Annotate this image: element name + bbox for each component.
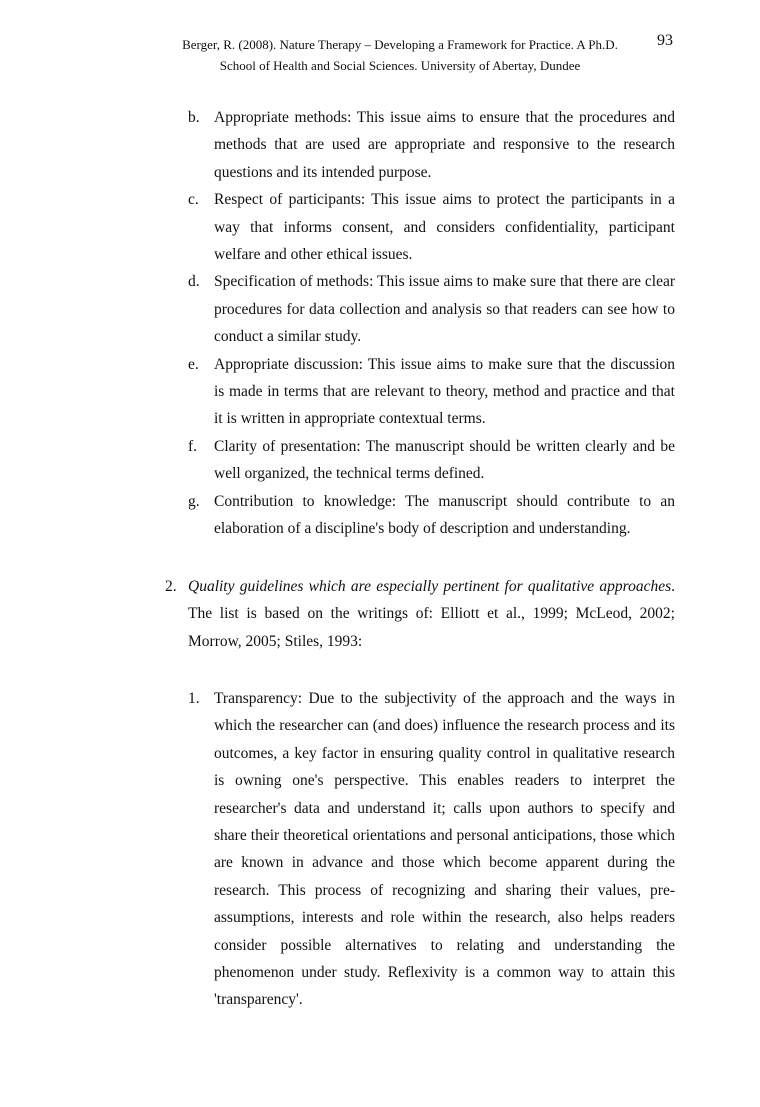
list-item [0, 186, 760, 268]
list-item-text: Respect of participants: This issue aims to protect the participants in a way that informs consent, and considers confidentiality, participant welfare and other ethical issues. [214, 191, 675, 264]
section-qualitative-guidelines [0, 573, 760, 655]
list-marker: 1. [188, 690, 200, 707]
section-title: Quality guidelines which are especially pertinent for qualitative approaches [188, 578, 672, 595]
list-marker: c. [188, 191, 199, 209]
list-item-text: Appropriate methods: This issue aims to ensure that the procedures and methods that are used are appropriate and responsive to the research questions and its intended purpose. [214, 109, 675, 181]
section-intro-text: . The list is based on the writings of: Elliott et al., 1999; McLeod, 2002; Morrow, 2005; Stiles, 1993: [188, 578, 675, 650]
list-item [0, 104, 760, 186]
list-item-text: Clarity of presentation: The manuscript should be written clearly and be well organized, the technical terms defined. [214, 437, 675, 483]
list-marker: b. [188, 109, 200, 126]
list-marker: g. [188, 492, 200, 510]
list-marker: d. [188, 273, 200, 291]
header-institution-line: School of Health and Social Sciences. University of Abertay, Dundee [219, 58, 581, 73]
list-marker: f. [188, 437, 198, 455]
list-item-text: Contribution to knowledge: The manuscript should contribute to an elaboration of a discipline's body of description and understanding. [214, 492, 675, 538]
section-intro-paragraph [188, 573, 675, 655]
list-item [0, 488, 760, 543]
list-item-text: Specification of methods: This issue aims to make sure that there are clear procedures for data collection and analysis so that readers can see how to conduct a similar study. [214, 273, 675, 346]
running-header [150, 34, 650, 76]
list-item [0, 685, 760, 1014]
list-item-text: Appropriate discussion: This issue aims to make sure that the discussion is made in terms that are relevant to theory, method and practice and that it is written in appropriate contextual terms. [214, 355, 675, 428]
header-citation-line: Berger, R. (2008). Nature Therapy – Developing a Framework for Practice. A Ph.D. [182, 37, 618, 52]
list-marker: e. [188, 355, 199, 373]
criteria-list [0, 104, 760, 543]
list-item [0, 268, 760, 350]
page-number: 93 [657, 32, 673, 49]
section-marker: 2. [165, 578, 177, 595]
list-item [0, 433, 760, 488]
list-item [0, 351, 760, 433]
guidelines-list [0, 685, 760, 1014]
list-item-text: Transparency: Due to the subjectivity of the approach and the ways in which the researcher can (and does) influence the research process and its outcomes, a key factor in ensuring quality control in qualitative research is owning one's perspective. This enables readers to interpret the researcher's data and understand it; calls upon authors to specify and share their theoretical orientations and personal anticipations, those which are known in advance and those which become apparent during the research. This process of recognizing and sharing their values, pre-assumptions, interests and role within the research, also helps readers consider possible alternatives to relating and understanding the phenomenon under study. Reflexivity is a common way to attain this 'transparency'. [214, 690, 675, 1009]
